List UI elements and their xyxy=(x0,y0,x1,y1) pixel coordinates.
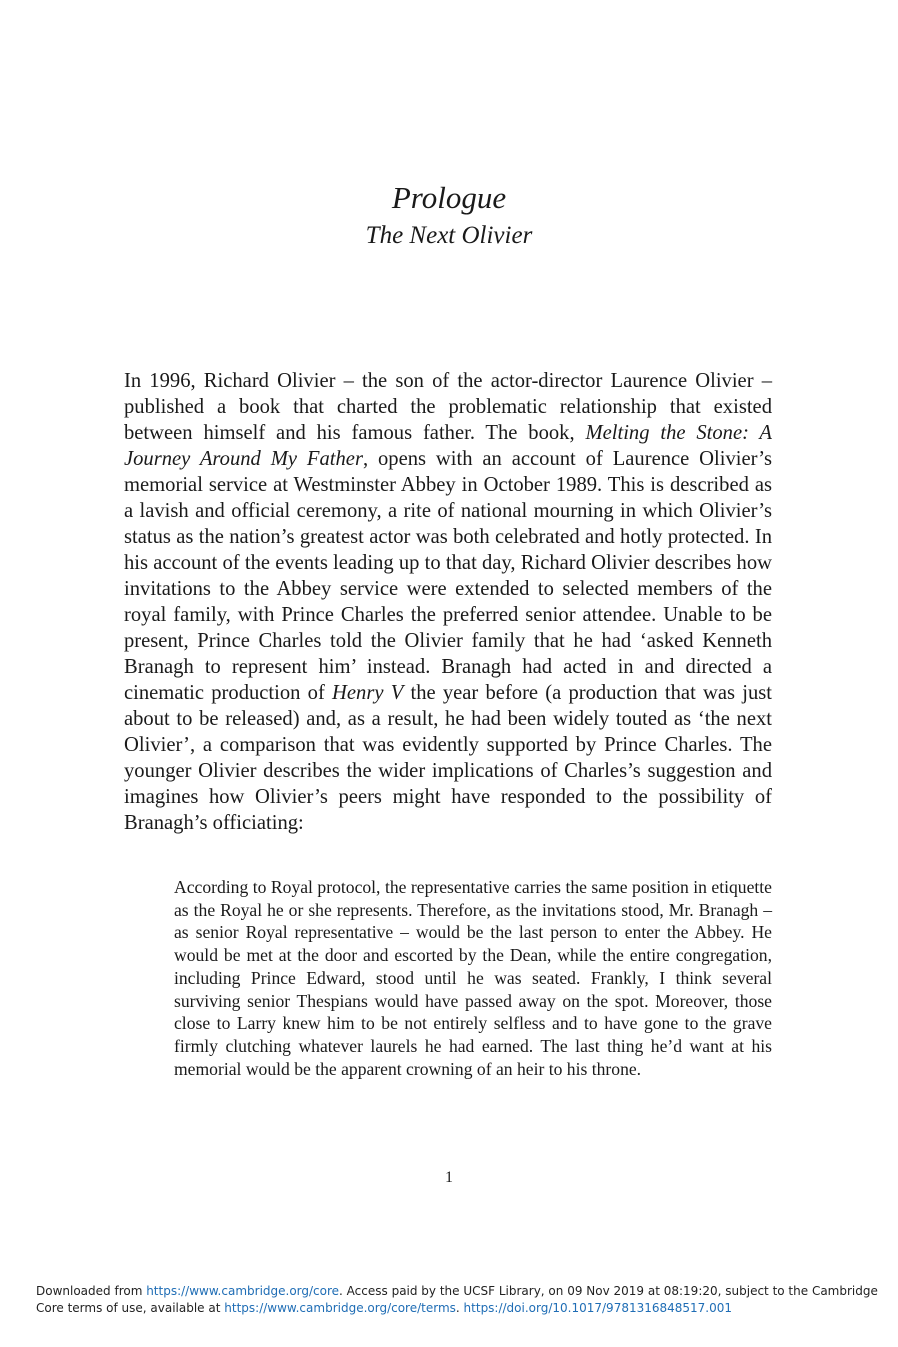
page-number: 1 xyxy=(445,1169,453,1186)
terms-link[interactable]: https://www.cambridge.org/core/terms xyxy=(224,1301,456,1315)
footer-text: . xyxy=(455,1301,464,1315)
body-text-segment: In 1996, Richard Olivier – the son of the actor-director Laurence Olivier – published a book that charted the problematic relationship that existed between himself and his famous father. The book, xyxy=(124,370,772,444)
doi-link[interactable]: https://doi.org/10.1017/9781316848517.001 xyxy=(463,1301,733,1315)
footer-text: Downloaded from xyxy=(36,1284,147,1298)
chapter-heading xyxy=(0,178,898,254)
footer-text: . Access paid by the UCSF Library, on 09 Nov 2019 at 08:19:20, subject to the Cambridge Core terms of use, available at xyxy=(36,1284,878,1315)
chapter-label: Prologue xyxy=(391,180,507,215)
block-quote: According to Royal protocol, the representative carries the same position in etiquette as the Royal he or she represents. Therefore, as the invitations stood, Mr. Branagh – as senior Royal representative – would be the last person to enter the Abbey. He would be met at the door and escorted by the Dean, while the entire congregation, including Prince Edward, stood until he was seated. Frankly, I think several surviving senior Thespians would have passed away on the spot. Moreover, those close to Larry knew him to be not entirely selfless and to have gone to the grave firmly clutching whatever laurels he had earned. The last thing he’d want at his memorial would be the apparent crowning of an heir to his throne. xyxy=(174,877,772,1079)
chapter-title: The Next Olivier xyxy=(365,222,533,249)
cambridge-core-link[interactable]: https://www.cambridge.org/core xyxy=(146,1284,340,1298)
download-notice xyxy=(36,1283,886,1317)
body-text-segment: , opens with an account of Laurence Olivier’s memorial service at Westminster Abbey in October 1989. This is described as a lavish and official ceremony, a rite of national mourning in which Olivier’s status as the nation’s greatest actor was both celebrated and hotly protected. In his account of the events leading up to that day, Richard Olivier describes how invitations to the Abbey service were extended to selected members of the royal family, with Prince Charles the preferred senior attendee. Unable to be present, Prince Charles told the Olivier family that he had ‘asked Kenneth Branagh to represent him’ instead. Branagh had acted in and directed a cinematic production of xyxy=(124,448,772,704)
film-title: Henry V xyxy=(332,682,404,704)
body-text-segment: the year before (a production that was just about to be released) and, as a result, he had been widely touted as ‘the next Olivier’, a comparison that was evidently supported by Prince Charles. The younger Olivier describes the wider implications of Charles’s suggestion and imagines how Olivier’s peers might have responded to the possibility of Branagh’s officiating: xyxy=(124,682,772,834)
book-title: Melting the Stone: A Journey Around My Father xyxy=(124,422,773,470)
body-paragraph xyxy=(124,368,772,836)
